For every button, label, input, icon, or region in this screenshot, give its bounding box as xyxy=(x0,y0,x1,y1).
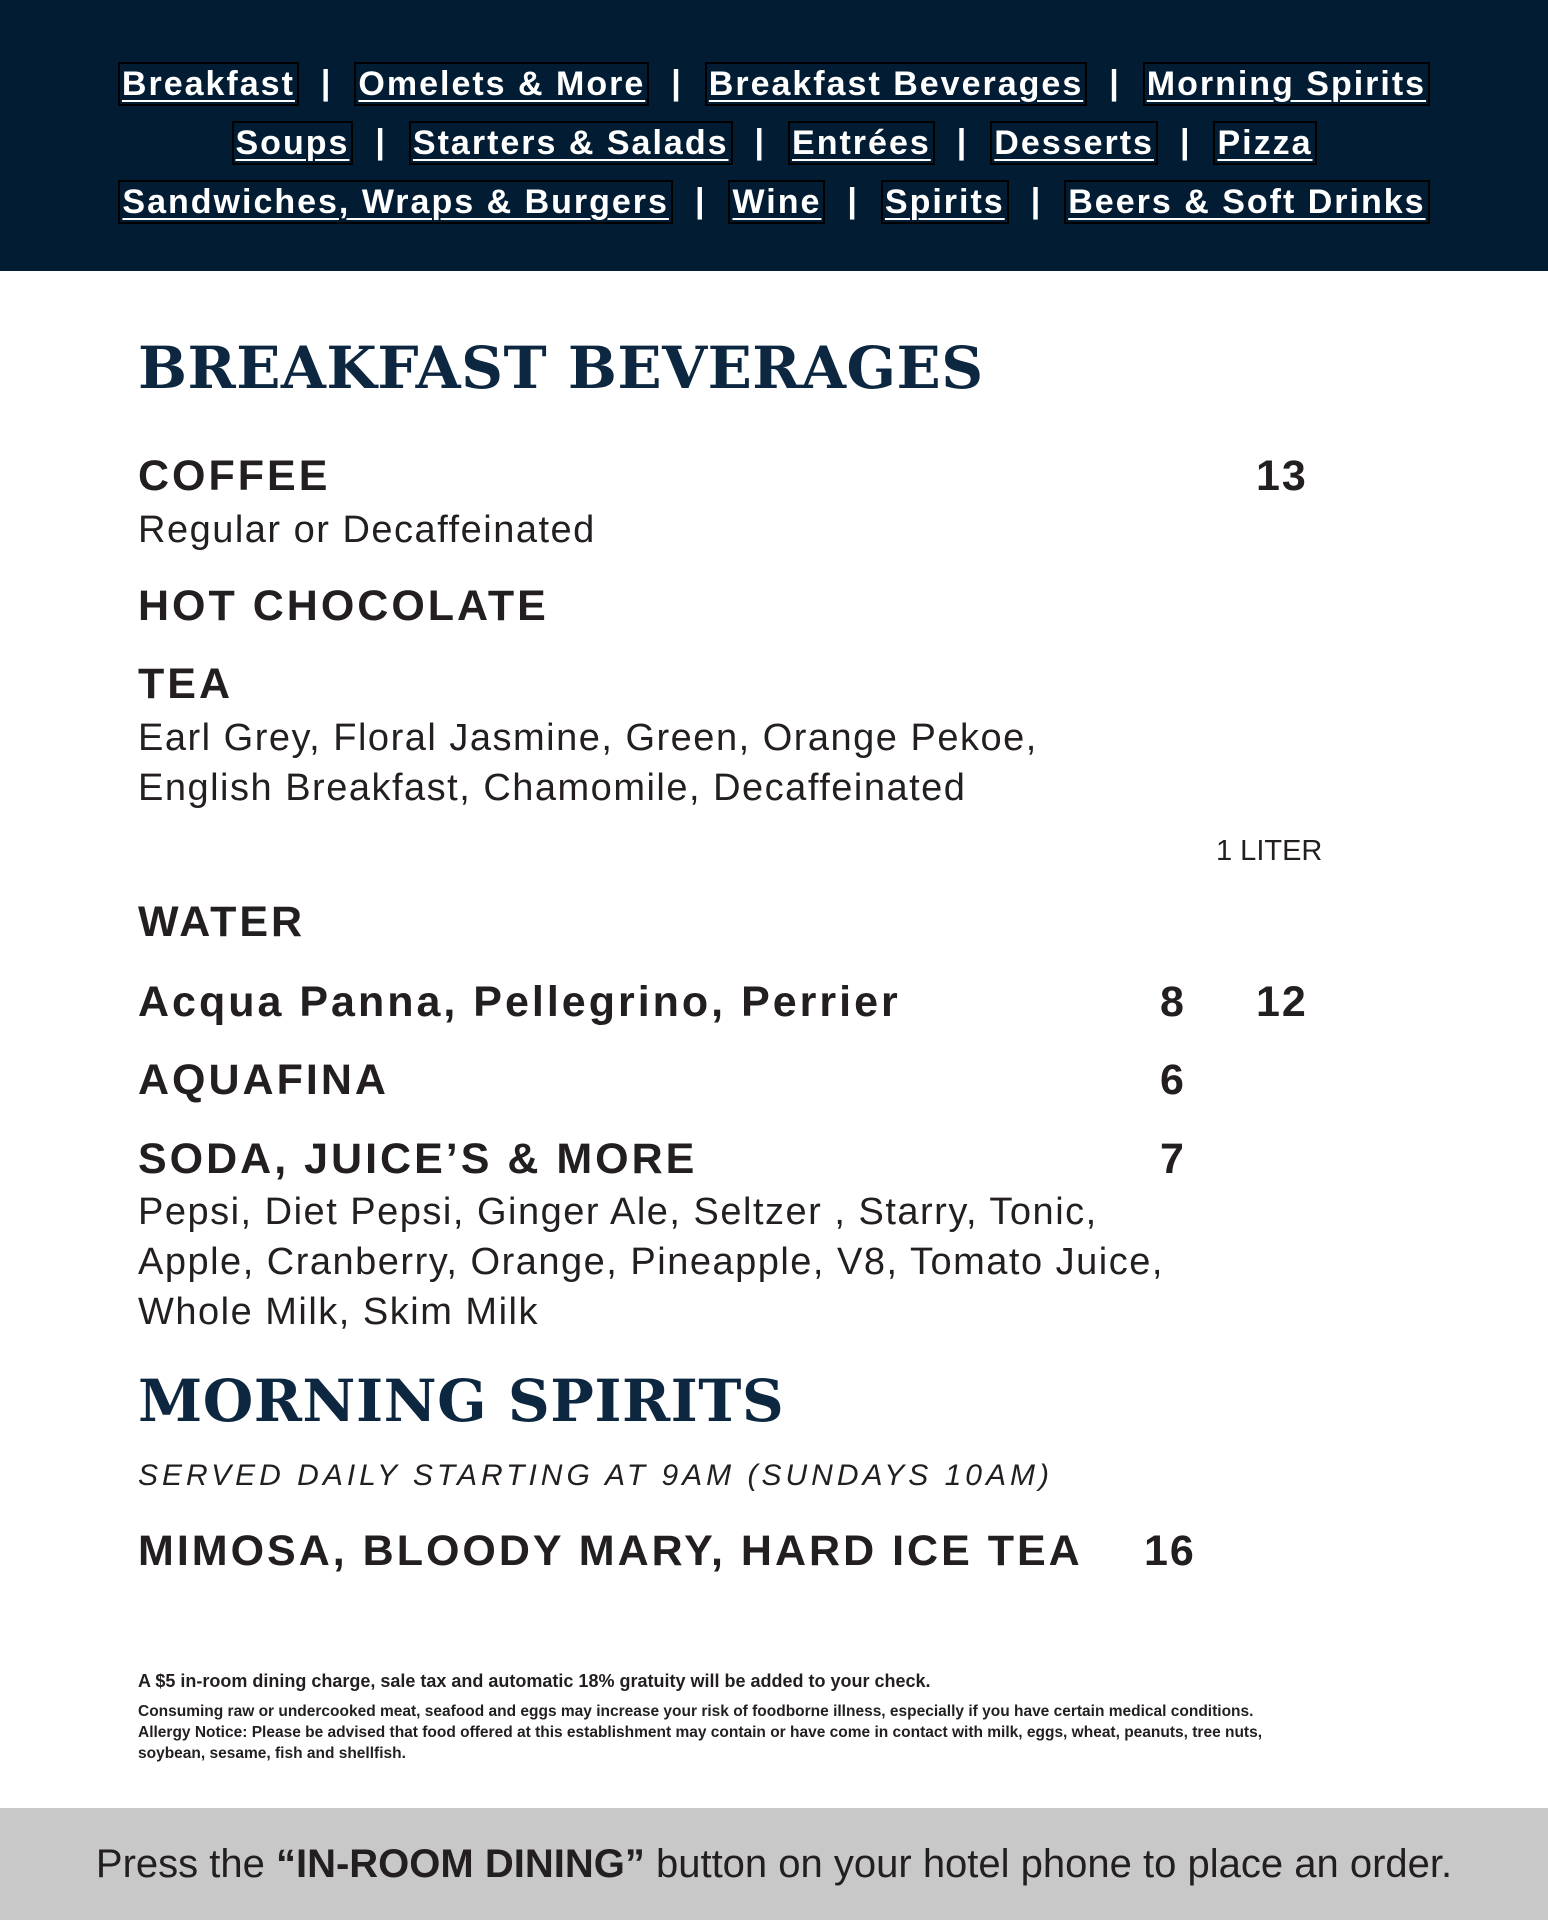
nav-link-morning-spirits[interactable]: Morning Spirits xyxy=(1143,62,1430,106)
nav-link-omelets[interactable]: Omelets & More xyxy=(354,62,649,106)
nav-row-2 xyxy=(0,113,1548,172)
nav-separator: | xyxy=(1030,182,1043,220)
item-desc-soda-line3: Whole Milk, Skim Milk xyxy=(138,1291,539,1333)
item-name-soda: SODA, JUICE’S & MORE xyxy=(138,1135,698,1183)
served-hours-note: SERVED DAILY STARTING AT 9AM (SUNDAYS 10AM) xyxy=(138,1459,1053,1492)
item-name-mimosa: MIMOSA, BLOODY MARY, HARD ICE TEA xyxy=(138,1527,1083,1575)
nav-separator: | xyxy=(671,64,683,102)
nav-row-1 xyxy=(0,54,1548,113)
item-desc-soda-line1: Pepsi, Diet Pepsi, Ginger Ale, Seltzer , Starry, Tonic, xyxy=(138,1191,1098,1233)
nav-separator: | xyxy=(1109,64,1121,102)
item-name-hot-chocolate: HOT CHOCOLATE xyxy=(138,582,549,630)
nav-separator: | xyxy=(694,182,707,220)
nav-link-desserts[interactable]: Desserts xyxy=(990,121,1158,165)
section-title-morning-spirits: MORNING SPIRITS xyxy=(138,1367,785,1435)
item-price-coffee: 13 xyxy=(1256,452,1308,500)
item-price-acqua-panna: 8 xyxy=(1160,978,1186,1026)
health-allergy-notice xyxy=(138,1701,1398,1764)
nav-link-entrees[interactable]: Entrées xyxy=(788,121,935,165)
item-desc-coffee: Regular or Decaffeinated xyxy=(138,509,596,551)
nav-separator: | xyxy=(1179,123,1192,161)
allergy-notice-line3: soybean, sesame, fish and shellfish. xyxy=(138,1745,406,1762)
item-desc-tea-line2: English Breakfast, Chamomile, Decaffeinated xyxy=(138,767,967,809)
nav-separator: | xyxy=(956,123,969,161)
nav-link-beers-soft-drinks[interactable]: Beers & Soft Drinks xyxy=(1064,180,1429,224)
item-price-acqua-panna-liter: 12 xyxy=(1256,978,1308,1026)
nav-link-wine[interactable]: Wine xyxy=(728,180,825,224)
footer-text-in-room-dining: “IN-ROOM DINING” xyxy=(275,1841,645,1886)
item-desc-tea-line1: Earl Grey, Floral Jasmine, Green, Orange Pekoe, xyxy=(138,717,1038,759)
allergy-notice-line2: Allergy Notice: Please be advised that food offered at this establishment may contain or have come in contact with milk, eggs, wheat, peanuts, tree nuts, xyxy=(138,1724,1263,1741)
order-instructions-footer xyxy=(0,1808,1548,1920)
item-desc-soda-line2: Apple, Cranberry, Orange, Pineapple, V8, Tomato Juice, xyxy=(138,1241,1164,1283)
nav-link-breakfast-beverages[interactable]: Breakfast Beverages xyxy=(705,62,1087,106)
menu-navigation xyxy=(0,0,1548,271)
nav-link-pizza[interactable]: Pizza xyxy=(1213,121,1316,165)
item-name-water: WATER xyxy=(138,898,306,946)
item-name-aquafina: AQUAFINA xyxy=(138,1056,389,1104)
nav-link-breakfast[interactable]: Breakfast xyxy=(118,62,299,106)
nav-row-3 xyxy=(0,172,1548,231)
nav-link-starters-salads[interactable]: Starters & Salads xyxy=(409,121,733,165)
nav-separator: | xyxy=(375,123,387,161)
item-name-acqua-panna: Acqua Panna, Pellegrino, Perrier xyxy=(138,978,901,1026)
item-name-coffee: COFFEE xyxy=(138,452,331,500)
item-price-soda: 7 xyxy=(1160,1135,1186,1183)
footer-text-before: Press the xyxy=(95,1841,276,1886)
nav-separator: | xyxy=(754,123,767,161)
nav-separator: | xyxy=(320,64,333,102)
nav-separator: | xyxy=(847,182,859,220)
nav-link-spirits[interactable]: Spirits xyxy=(881,180,1009,224)
dining-charge-notice: A $5 in-room dining charge, sale tax and automatic 18% gratuity will be added to your check. xyxy=(138,1671,931,1691)
footer-text-after: button on your hotel phone to place an order. xyxy=(644,1841,1453,1886)
item-price-aquafina: 6 xyxy=(1160,1056,1186,1104)
nav-link-soups[interactable]: Soups xyxy=(232,121,354,165)
liter-column-header: 1 LITER xyxy=(1216,835,1323,867)
nav-link-sandwiches[interactable]: Sandwiches, Wraps & Burgers xyxy=(118,180,673,224)
item-name-tea: TEA xyxy=(138,660,233,708)
section-title-breakfast-beverages: BREAKFAST BEVERAGES xyxy=(138,334,984,402)
health-notice-line1: Consuming raw or undercooked meat, seafood and eggs may increase your risk of foodborne illness, especially if you have certain medical conditions. xyxy=(138,1703,1254,1720)
item-price-mimosa: 16 xyxy=(1144,1527,1196,1575)
